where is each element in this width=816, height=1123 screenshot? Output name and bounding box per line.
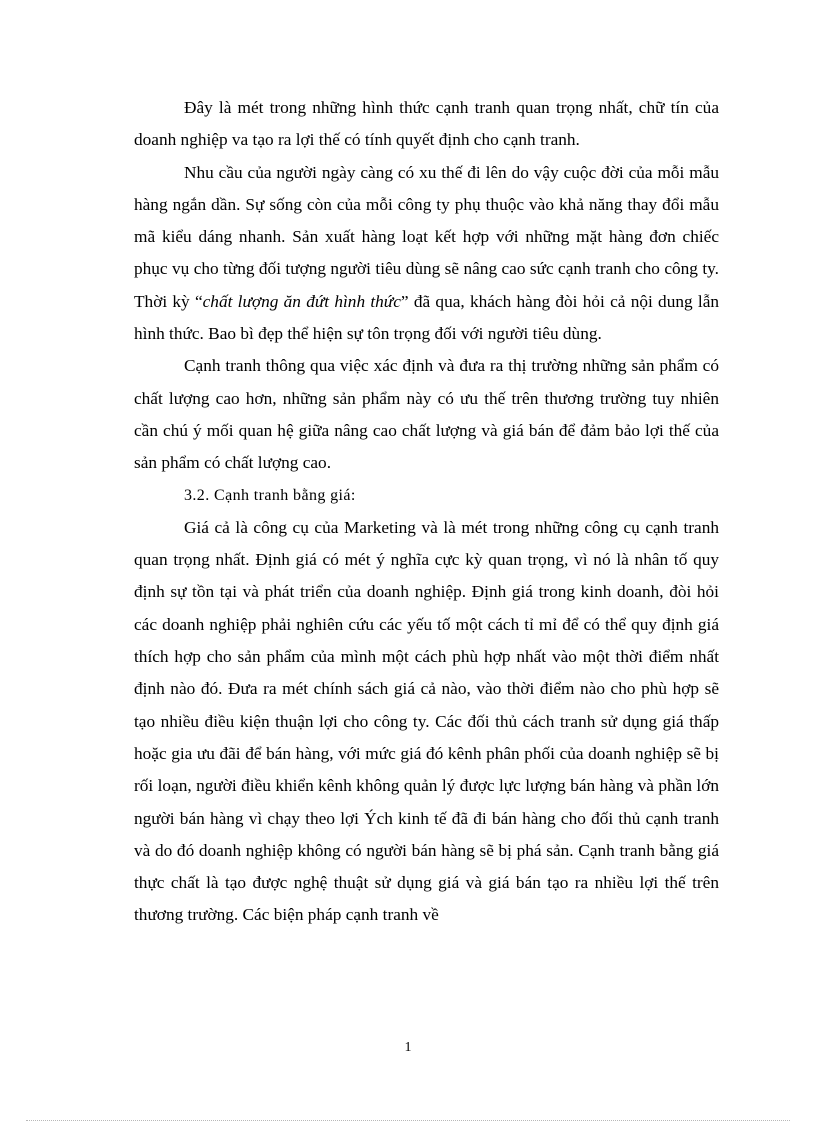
paragraph-brand-reputation <box>134 92 719 157</box>
page-break-divider <box>26 1120 790 1121</box>
section-heading: 3.2. Cạnh tranh bằng giá: <box>184 486 356 504</box>
paragraph-text: Đây là mét trong những hình thức cạnh tranh quan trọng nhất, chữ tín của doanh nghiệp va tạo ra lợi thế có tính quyết định cho cạnh tranh. <box>134 98 719 150</box>
paragraph-text: ” đã qua, khách hàng đòi hỏi cả nội dung lẫn hình thức. Bao bì đẹp thể hiện sự tôn trọng đối với người tiêu dùng. <box>134 291 720 344</box>
page-number: 1 <box>404 1040 412 1055</box>
paragraph-price-competition: Giá cả là công cụ của Marketing và là mét trong những công cụ cạnh tranh quan trọng nhất. Định giá có mét ý nghĩa cực kỳ quan trọng, vì nó là nhân tố quy định sự tồn tại và phát triển của doanh nghiệp. Định giá trong kinh doanh, đòi hỏi các doanh nghiệp phải nghiên cứu các yếu tố một cách tỉ mỉ để có thể quy định giá thích hợp cho sản phẩm của mình một cách phù hợp nhất vào một thời điểm nhất định nào đó. Đưa ra mét chính sách giá cả nào, vào thời điểm nào cho phù hợp sẽ tạo nhiều điều kiện thuận lợi cho công ty. Các đối thủ cách tranh sử dụng giá thấp hoặc gia ưu đãi để bán hàng, với mức giá đó kênh phân phối của doanh nghiệp sẽ bị rối loạn, người điều khiển kênh không quản lý được lực lượng bán hàng và phần lớn người bán hàng vì chạy theo lợi Ých kinh tế đã đi bán hàng cho đối thủ cạnh tranh và do đó doanh nghiệp không có người bán hàng sẽ bị phá sản. Cạnh tranh bằng giá thực chất là tạo được nghệ thuật sử dụng giá và giá bán tạo ra nhiều lợi thế trên thương trường. Các biện pháp cạnh tranh về <box>134 517 719 925</box>
italic-quote: chất lượng ăn đứt hình thức <box>202 291 401 311</box>
paragraph-text: Cạnh tranh thông qua việc xác định và đưa ra thị trường những sản phẩm có chất lượng cao hơn, những sản phẩm này có ưu thế trên thương trường tuy nhiên cần chú ý mối quan hệ giữa nâng cao chất lượng và giá bán để đảm bảo lợi thế của sản phẩm có chất lượng cao. <box>134 356 719 473</box>
paragraph-product-design <box>134 157 719 351</box>
paragraph-quality-competition <box>134 350 719 479</box>
paragraph-text: Nhu cầu của người ngày càng có xu thế đi lên do vậy cuộc đời của mỗi mẫu hàng ngắn dần. Sự sống còn của mỗi công ty phụ thuộc vào khả năng thay đổi mẫu mã kiểu dáng nhanh. Sản xuất hàng loạt kết hợp với những mặt hàng đơn chiếc phục vụ cho từng đối tượng người tiêu dùng sẽ nâng cao sức cạnh tranh cho công ty. Thời kỳ “ <box>134 162 719 311</box>
document-body <box>134 92 719 932</box>
